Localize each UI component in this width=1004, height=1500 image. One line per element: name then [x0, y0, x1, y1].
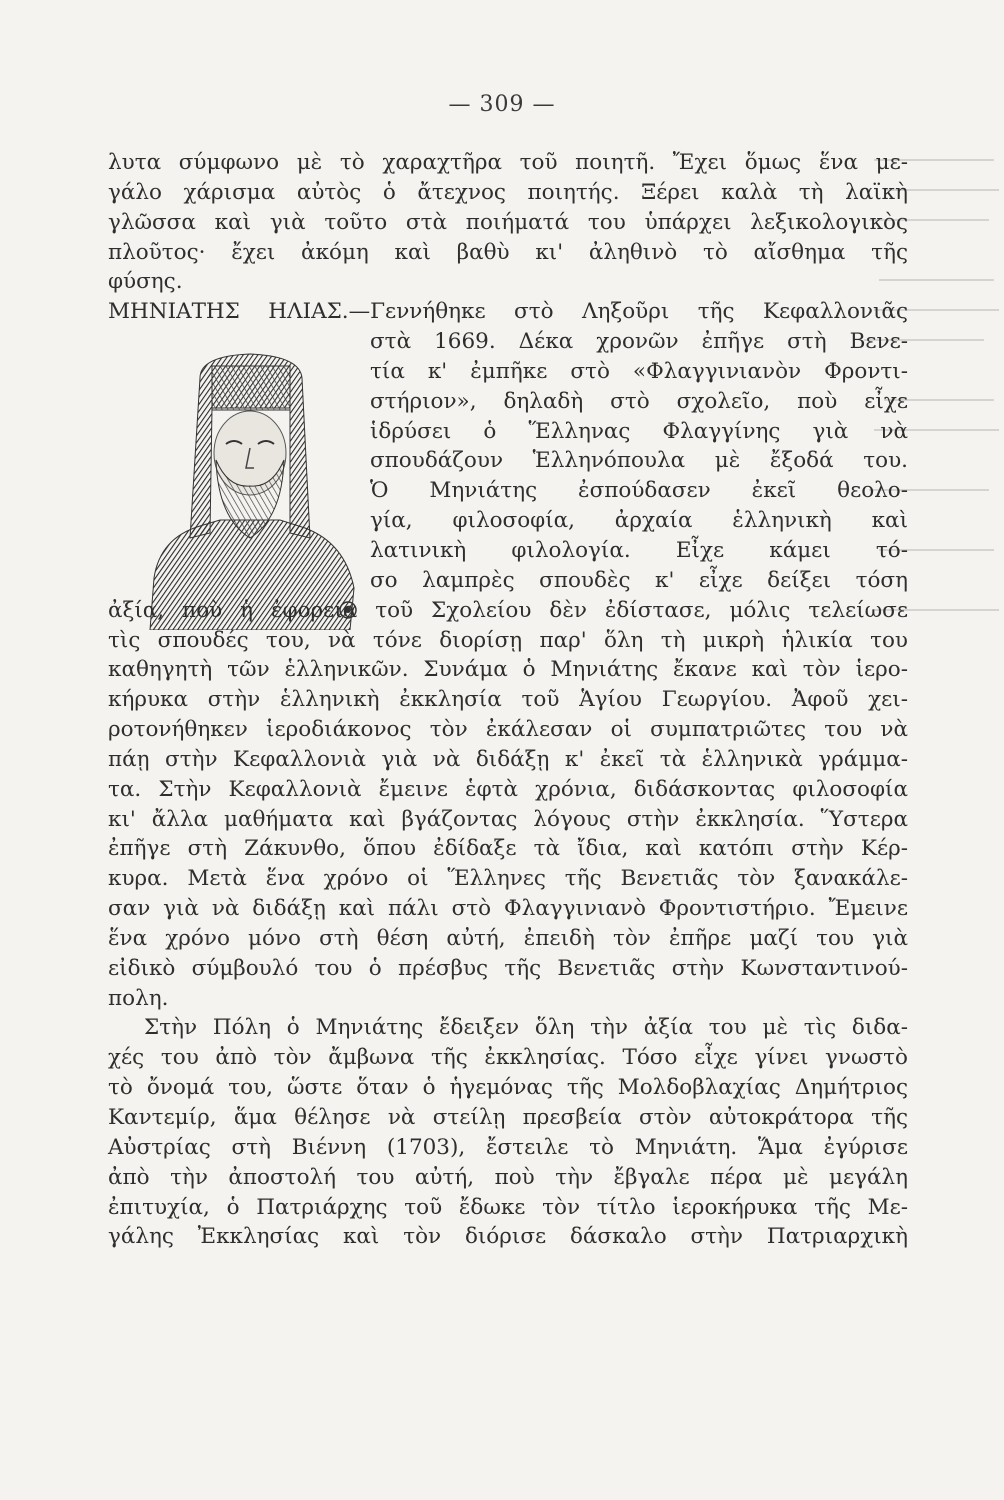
text-line: κυρα. Μετὰ ἕνα χρόνο οἱ Ἕλληνες τῆς Βενετιᾶς τὸν ξανακάλε- [108, 866, 908, 892]
text-line: εἰδικὸ σύμβουλό του ὁ πρέσβυς τῆς Βενετιᾶς στὴν Κωνσταντινού- [108, 955, 908, 981]
text-line: πάῃ στὴν Κεφαλλονιὰ γιὰ νὰ διδάξῃ κ' ἐκεῖ τὰ ἑλληνικὰ γράμμα- [108, 746, 908, 772]
text-line: ἐπῆγε στὴ Ζάκυνθο, ὅπου ἐδίδαξε τὰ ἴδια, καὶ κατόπι στὴν Κέρ- [108, 836, 908, 862]
text-line: σπουδάζουν Ἑλληνόπουλα μὲ ἔξοδά του. [370, 448, 908, 474]
text-line: γάλης Ἐκκλησίας καὶ τὸν διόρισε δάσκαλο στὴν Πατριαρχικὴ [108, 1224, 908, 1250]
text-line: ἱδρύσει ὁ Ἕλληνας Φλαγγίνης γιὰ νὰ [370, 418, 908, 444]
body-text [108, 148, 908, 1252]
text-line: σο λαμπρὲς σπουδὲς κ' εἶχε δείξει τόση [370, 567, 908, 593]
text-line: λατινικὴ φιλολογία. Εἶχε κάμει τό- [370, 537, 908, 563]
text-line: στήριον», δηλαδὴ στὸ σχολεῖο, ποὺ εἶχε [370, 388, 908, 414]
text-line: φύσης. [108, 269, 183, 295]
text-line: Ὁ Μηνιάτης ἐσπούδασεν ἐκεῖ θεολο- [370, 478, 908, 504]
text-line: γλῶσσα καὶ γιὰ τοῦτο στὰ ποιήματά του ὑπάρχει λεξικολογικὸς [108, 209, 908, 235]
entry-heading-line: ΜΗΝΙΑΤΗΣ ΗΛΙΑΣ.—Γεννήθηκε στὸ Ληξοῦρι τῆς Κεφαλλονιᾶς [108, 299, 908, 325]
page-number: — 309 — [448, 92, 556, 117]
text-line: ἀξία, ποὺ ἡ ἐφορεία τοῦ Σχολείου δὲν ἐδίστασε, μόλις τελείωσε [108, 597, 908, 623]
text-line: τὸ ὄνομά του, ὥστε ὅταν ὁ ἡγεμόνας τῆς Μολδοβλαχίας Δημήτριος [108, 1075, 908, 1101]
text-line: κι' ἄλλα μαθήματα καὶ βγάζοντας λόγους στὴν ἐκκλησία. Ὕστερα [108, 806, 908, 832]
text-line: Στὴν Πόλη ὁ Μηνιάτης ἔδειξεν ὅλη τὴν ἀξία του μὲ τὶς διδα- [144, 1015, 908, 1041]
text-line: τὶς σπουδές του, νὰ τόνε διορίσῃ παρ' ὅλη τὴ μικρὴ ἡλικία του [108, 627, 908, 653]
text-line: γία, φιλοσοφία, ἀρχαία ἑλληνικὴ καὶ [370, 508, 908, 534]
text-line: τα. Στὴν Κεφαλλονιὰ ἔμεινε ἑφτὰ χρόνια, διδάσκοντας φιλοσοφία [108, 776, 908, 802]
text-line: πλοῦτος· ἔχει ἀκόμη καὶ βαθὺ κι' ἀληθινὸ τὸ αἴσθημα τῆς [108, 239, 908, 265]
text-line: γάλο χάρισμα αὐτὸς ὁ ἄτεχνος ποιητής. Ξέρει καλὰ τὴ λαϊκὴ [108, 179, 908, 205]
text-line: σαν γιὰ νὰ διδάξῃ καὶ πάλι στὸ Φλαγγινιανὸ Φροντιστήριο. Ἔμεινε [108, 896, 908, 922]
text-line: ἕνα χρόνο μόνο στὴ θέση αὐτή, ἐπειδὴ τὸν ἐπῆρε μαζί του γιὰ [108, 925, 908, 951]
text-line: Αὐστρίας στὴ Βιέννη (1703), ἔστειλε τὸ Μηνιάτη. Ἅμα ἐγύρισε [108, 1134, 908, 1160]
text-line: στὰ 1669. Δέκα χρονῶν ἐπῆγε στὴ Βενε- [370, 329, 908, 355]
text-line: τία κ' ἐμπῆκε στὸ «Φλαγγινιανὸν Φροντι- [370, 358, 908, 384]
text-line: καθηγητὴ τῶν ἑλληνικῶν. Συνάμα ὁ Μηνιάτης ἔκανε καὶ τὸν ἱερο- [108, 657, 908, 683]
text-line: χές του ἀπὸ τὸν ἄμβωνα τῆς ἐκκλησίας. Τόσο εἶχε γίνει γνωστὸ [108, 1045, 908, 1071]
text-line: ἀπὸ τὴν ἀποστολή του αὐτή, ποὺ τὴν ἔβγαλε πέρα μὲ μεγάλη [108, 1164, 908, 1190]
text-line: λυτα σύμφωνο μὲ τὸ χαραχτῆρα τοῦ ποιητῆ. Ἔχει ὅμως ἕνα με- [108, 150, 908, 175]
text-line: Καντεμίρ, ἅμα θέλησε νὰ στείλῃ πρεσβεία στὸν αὐτοκράτορα τῆς [108, 1105, 908, 1130]
text-line: κήρυκα στὴν ἑλληνικὴ ἐκκλησία τοῦ Ἁγίου Γεωργίου. Ἀφοῦ χει- [108, 687, 908, 713]
text-line: ροτονήθηκεν ἱεροδιάκονος τὸν ἐκάλεσαν οἱ συμπατριῶτες του νὰ [108, 717, 908, 743]
text-line: πολη. [108, 985, 169, 1011]
text-line: ἐπιτυχία, ὁ Πατριάρχης τοῦ ἔδωκε τὸν τίτλο ἱεροκήρυκα τῆς Με- [108, 1194, 908, 1220]
